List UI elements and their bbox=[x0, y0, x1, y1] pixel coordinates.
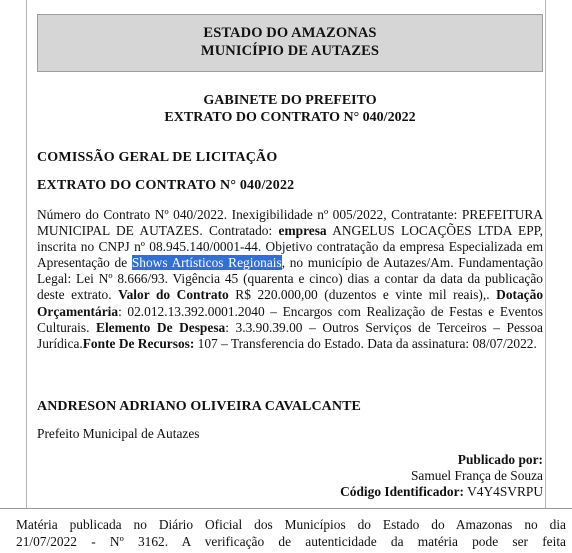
publication-footer bbox=[16, 516, 566, 550]
publisher-name: Samuel França de Souza bbox=[410, 468, 543, 483]
document-header bbox=[37, 14, 543, 72]
identifier-code: V4Y4SVRPU bbox=[467, 484, 543, 499]
contract-value-text: R$ 220.000,00 (duzentos e vinte mil reais),. bbox=[228, 287, 497, 303]
signer-name: ANDRESON ADRIANO OLIVEIRA CAVALCANTE bbox=[37, 399, 361, 414]
commission-title: COMISSÃO GERAL DE LICITAÇÃO bbox=[37, 150, 278, 165]
contract-extract-heading: EXTRATO DO CONTRATO N° 040/2022 bbox=[164, 110, 416, 125]
budget-allocation-text: : 02.012.13.392.0001.2040 – Encargos com Realização de Festas e Eventos Culturais. bbox=[37, 303, 543, 335]
body-company-label: empresa bbox=[278, 223, 327, 239]
office-heading bbox=[37, 92, 543, 126]
body-part-2: ANGELUS LOCAÇÕES LTDA EPP, inscrita no CNPJ nº 08.945.140/0001-44. Objetivo contratação da empresa Especializada em Apresentação de bbox=[37, 223, 543, 271]
identifier-line bbox=[340, 484, 543, 500]
header-state: ESTADO DO AMAZONAS bbox=[203, 25, 377, 41]
contract-body[interactable] bbox=[37, 207, 543, 352]
funding-source-label: Fonte De Recursos: bbox=[82, 335, 195, 351]
published-by-label: Publicado por: bbox=[457, 452, 543, 467]
body-part-3: , no município de Autazes/Am. Fundamentação Legal: Lei Nº 8.666/93. Vigência 45 (quarenta e cinco) dias a contar da data da publicação deste extrato. bbox=[37, 255, 543, 303]
identifier-label: Código Identificador: bbox=[340, 484, 464, 499]
extract-title: EXTRATO DO CONTRATO N° 040/2022 bbox=[37, 178, 295, 193]
expense-element-label: Elemento De Despesa bbox=[96, 319, 226, 335]
selected-text[interactable]: Shows Artísticos Regionais bbox=[131, 255, 282, 271]
publication-block bbox=[340, 452, 543, 500]
office-title: GABINETE DO PREFEITO bbox=[203, 93, 377, 108]
footer-line-1: Matéria publicada no Diário Oficial dos Municípios do Estado do Amazonas no dia bbox=[16, 517, 566, 532]
expense-element-text: : 3.3.90.39.00 – Outros Serviços de Terceiros – Pessoa Jurídica. bbox=[37, 319, 543, 351]
footer-line-2: 21/07/2022 - Nº 3162. A verificação de autenticidade da matéria pode ser feita bbox=[16, 534, 566, 549]
body-part-1: Número do Contrato Nº 040/2022. Inexigibilidade nº 005/2022, Contratante: PREFEITURA MUNICIPAL DE AUTAZES. Contratado: bbox=[37, 207, 543, 239]
budget-allocation-label: Dotação Orçamentária bbox=[37, 287, 544, 319]
funding-source-text: 107 – Transferencia do Estado. Data da assinatura: 08/07/2022. bbox=[194, 335, 537, 351]
signer-role: Prefeito Municipal de Autazes bbox=[37, 426, 200, 441]
footer-divider bbox=[0, 508, 572, 509]
contract-value-label: Valor do Contrato bbox=[118, 287, 229, 303]
header-municipality: MUNICÍPIO DE AUTAZES bbox=[200, 43, 380, 59]
